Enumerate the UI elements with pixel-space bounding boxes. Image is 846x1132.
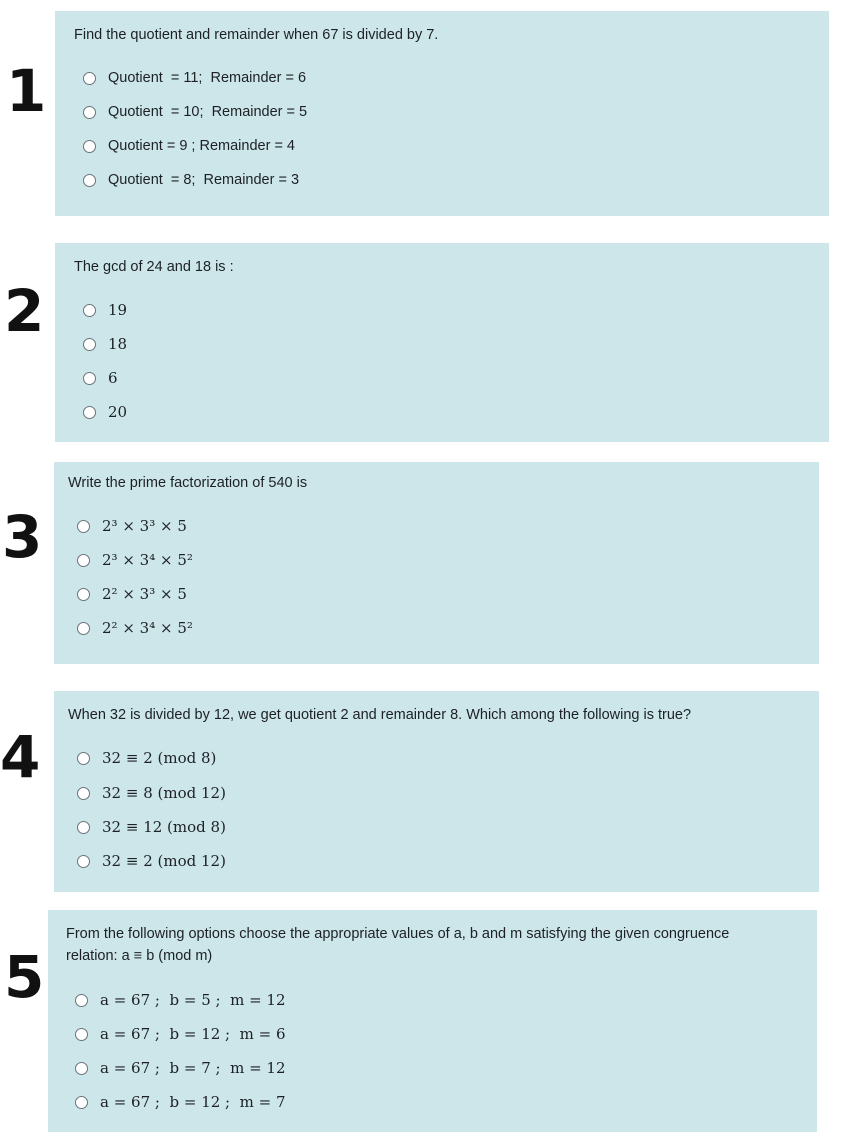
question-text-line: relation: a ≡ b (mod m) (66, 948, 213, 964)
option-label: 2³ × 3³ × 5 (102, 517, 187, 535)
question-card (54, 462, 819, 664)
radio-button[interactable] (75, 1028, 88, 1041)
option-label: Quotient = 8; Remainder = 3 (108, 172, 300, 188)
answer-option[interactable] (77, 549, 193, 571)
answer-option[interactable] (77, 617, 193, 639)
option-label: 2² × 3⁴ × 5² (102, 619, 193, 637)
answer-option[interactable] (83, 67, 306, 89)
answer-option[interactable] (77, 816, 226, 838)
option-label: a = 67 ; b = 7 ; m = 12 (100, 1059, 286, 1077)
radio-button[interactable] (77, 588, 90, 601)
option-label: 2³ × 3⁴ × 5² (102, 551, 193, 569)
option-label: 32 ≡ 2 (mod 12) (102, 852, 226, 870)
answer-option[interactable] (75, 1091, 286, 1113)
radio-button[interactable] (77, 787, 90, 800)
answer-option[interactable] (77, 782, 226, 804)
option-label: 20 (108, 403, 128, 421)
answer-option[interactable] (83, 367, 118, 389)
answer-option[interactable] (83, 333, 127, 355)
option-label: 19 (108, 301, 128, 319)
radio-button[interactable] (75, 1062, 88, 1075)
answer-option[interactable] (75, 1023, 286, 1045)
answer-option[interactable] (77, 850, 226, 872)
radio-button[interactable] (83, 338, 96, 351)
radio-button[interactable] (83, 140, 96, 153)
question-text: When 32 is divided by 12, we get quotient 2 and remainder 8. Which among the following is true? (68, 707, 692, 723)
option-label: Quotient = 11; Remainder = 6 (108, 70, 307, 86)
answer-option[interactable] (77, 515, 187, 537)
option-label: 32 ≡ 12 (mod 8) (102, 818, 226, 836)
option-label: 2² × 3³ × 5 (102, 585, 187, 603)
option-label: Quotient = 9 ; Remainder = 4 (108, 138, 295, 154)
radio-button[interactable] (83, 304, 96, 317)
radio-button[interactable] (77, 622, 90, 635)
question-text: Write the prime factorization of 540 is (68, 475, 308, 491)
question-number: 1 (6, 57, 47, 125)
question-card (54, 691, 819, 892)
radio-button[interactable] (75, 994, 88, 1007)
answer-option[interactable] (83, 169, 299, 191)
answer-option[interactable] (77, 747, 216, 769)
question-number: 3 (2, 503, 43, 571)
radio-button[interactable] (77, 554, 90, 567)
option-label: Quotient = 10; Remainder = 5 (108, 104, 308, 120)
question-text: Find the quotient and remainder when 67 is divided by 7. (74, 27, 439, 43)
radio-button[interactable] (77, 520, 90, 533)
option-label: 32 ≡ 2 (mod 8) (102, 749, 217, 767)
question-card (55, 11, 829, 216)
option-label: 18 (108, 335, 128, 353)
radio-button[interactable] (83, 372, 96, 385)
option-label: a = 67 ; b = 12 ; m = 7 (100, 1093, 286, 1111)
answer-option[interactable] (75, 1057, 286, 1079)
option-label: a = 67 ; b = 5 ; m = 12 (100, 991, 286, 1009)
answer-option[interactable] (83, 299, 127, 321)
answer-option[interactable] (83, 135, 295, 157)
question-text: The gcd of 24 and 18 is : (74, 259, 234, 275)
question-number: 4 (0, 723, 41, 791)
option-label: a = 67 ; b = 12 ; m = 6 (100, 1025, 286, 1043)
option-label: 6 (108, 369, 118, 387)
question-number: 2 (4, 277, 45, 345)
radio-button[interactable] (83, 72, 96, 85)
question-card (55, 243, 829, 442)
answer-option[interactable] (83, 101, 307, 123)
answer-option[interactable] (83, 401, 127, 423)
question-text-line: From the following options choose the appropriate values of a, b and m satisfying the given congruence (66, 926, 730, 942)
answer-option[interactable] (75, 989, 286, 1011)
option-label: 32 ≡ 8 (mod 12) (102, 784, 226, 802)
radio-button[interactable] (75, 1096, 88, 1109)
radio-button[interactable] (83, 406, 96, 419)
radio-button[interactable] (77, 855, 90, 868)
answer-option[interactable] (77, 583, 187, 605)
radio-button[interactable] (83, 106, 96, 119)
question-card (48, 910, 817, 1132)
radio-button[interactable] (83, 174, 96, 187)
radio-button[interactable] (77, 752, 90, 765)
question-text (66, 923, 806, 967)
question-number: 5 (4, 943, 45, 1011)
radio-button[interactable] (77, 821, 90, 834)
